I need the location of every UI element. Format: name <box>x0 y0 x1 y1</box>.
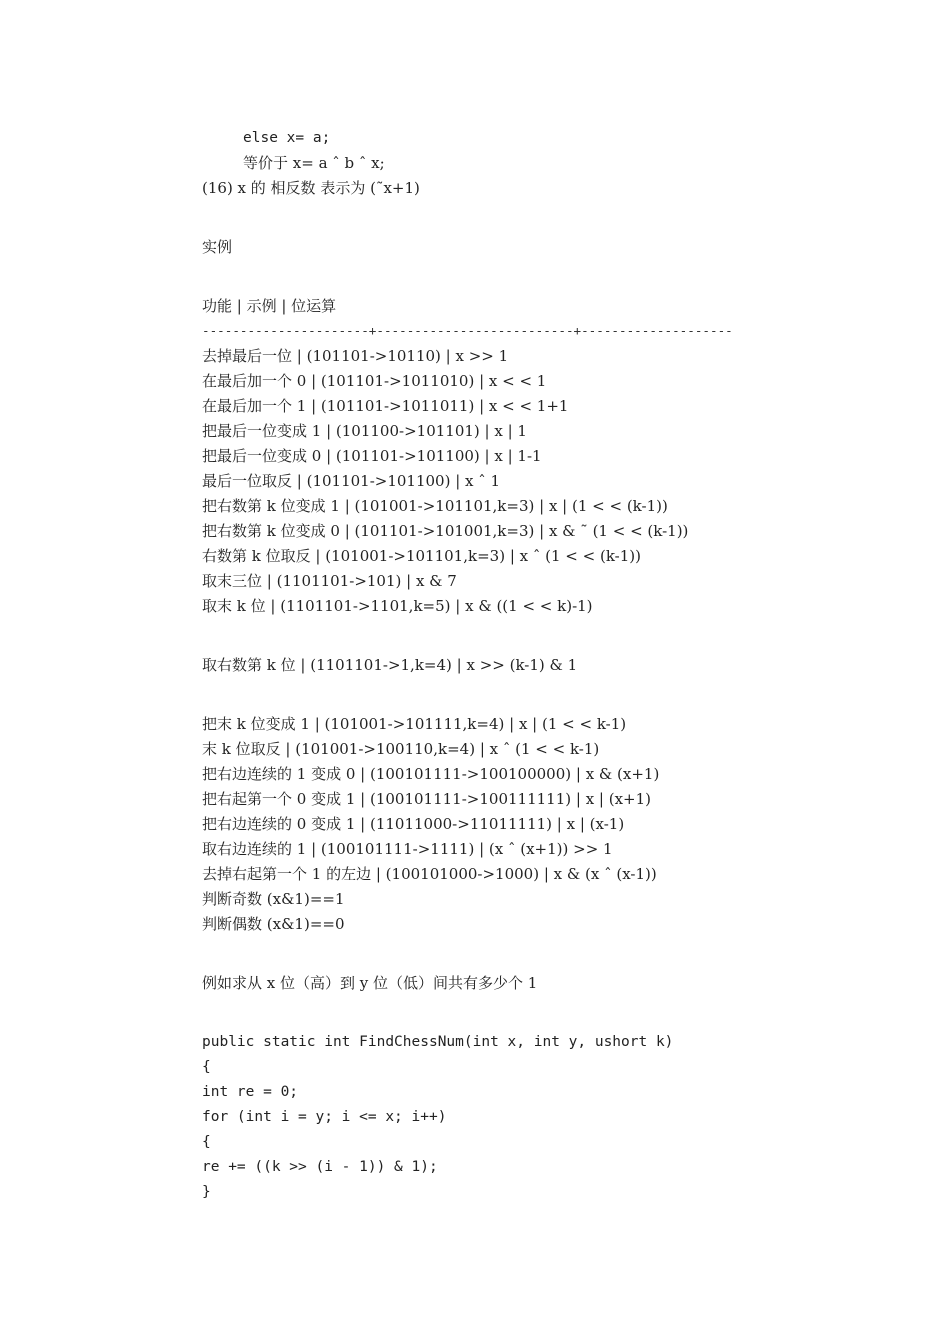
table-row: 把右起第一个 0 变成 1 | (100101111->100111111) | x | (x+1) <box>202 790 652 808</box>
table-row: 取右边连续的 1 | (100101111->1111) | (x ˆ (x+1)) >> 1 <box>202 840 613 858</box>
table-row: 把最后一位变成 1 | (101100->101101) | x | 1 <box>202 422 527 440</box>
code-line: } <box>202 1184 211 1200</box>
table-row: 把右边连续的 1 变成 0 | (100101111->100100000) | x & (x+1) <box>202 765 660 783</box>
table-row: 把最后一位变成 0 | (101101->101100) | x | 1-1 <box>202 447 542 465</box>
table-row: 在最后加一个 0 | (101101->1011010) | x < < 1 <box>202 372 547 390</box>
table-row: 取末三位 | (1101101->101) | x & 7 <box>202 572 457 590</box>
table-row: 去掉右起第一个 1 的左边 | (100101000->1000) | x & (x ˆ (x-1)) <box>202 865 657 883</box>
code-line: { <box>202 1059 211 1075</box>
table-row: 右数第 k 位取反 | (101001->101101,k=3) | x ˆ (1 < < (k-1)) <box>202 547 641 565</box>
table-row: 在最后加一个 1 | (101101->1011011) | x < < 1+1 <box>202 397 569 415</box>
code-line: public static int FindChessNum(int x, int y, ushort k) <box>202 1034 674 1050</box>
code-line: { <box>202 1134 211 1150</box>
table-row: 取右数第 k 位 | (1101101->1,k=4) | x >> (k-1) & 1 <box>202 656 578 674</box>
table-row: 把右边连续的 0 变成 1 | (11011000->11011111) | x | (x-1) <box>202 815 625 833</box>
table-header: 功能 | 示例 | 位运算 <box>202 297 337 315</box>
code-line: for (int i = y; i <= x; i++) <box>202 1109 447 1125</box>
table-row: 取末 k 位 | (1101101->1101,k=5) | x & ((1 < < k)-1) <box>202 597 593 615</box>
code-line: int re = 0; <box>202 1084 299 1100</box>
code-line: re += ((k >> (i - 1)) & 1); <box>202 1159 438 1175</box>
table-row: 最后一位取反 | (101101->101100) | x ˆ 1 <box>202 472 501 490</box>
table-row: 判断奇数 (x&1)==1 <box>202 890 345 908</box>
table-row: 判断偶数 (x&1)==0 <box>202 915 345 933</box>
example-heading: 例如求从 x 位（高）到 y 位（低）间共有多少个 1 <box>202 974 538 992</box>
intro-else-line: else x= a; <box>243 130 331 146</box>
section-title: 实例 <box>202 238 233 256</box>
table-separator: ----------------------+--------------------------+-------------------- <box>202 323 733 338</box>
table-row: 把右数第 k 位变成 0 | (101101->101001,k=3) | x & ˜ (1 < < (k-1)) <box>202 522 689 540</box>
intro-equivalent-line: 等价于 x= a ˆ b ˆ x; <box>243 154 385 172</box>
intro-negation-line: (16) x 的 相反数 表示为 (˜x+1) <box>202 179 420 197</box>
table-row: 末 k 位取反 | (101001->100110,k=4) | x ˆ (1 < < k-1) <box>202 740 600 758</box>
table-row: 把右数第 k 位变成 1 | (101001->101101,k=3) | x | (1 < < (k-1)) <box>202 497 668 515</box>
table-row: 把末 k 位变成 1 | (101001->101111,k=4) | x | (1 < < k-1) <box>202 715 627 733</box>
table-row: 去掉最后一位 | (101101->10110) | x >> 1 <box>202 347 509 365</box>
